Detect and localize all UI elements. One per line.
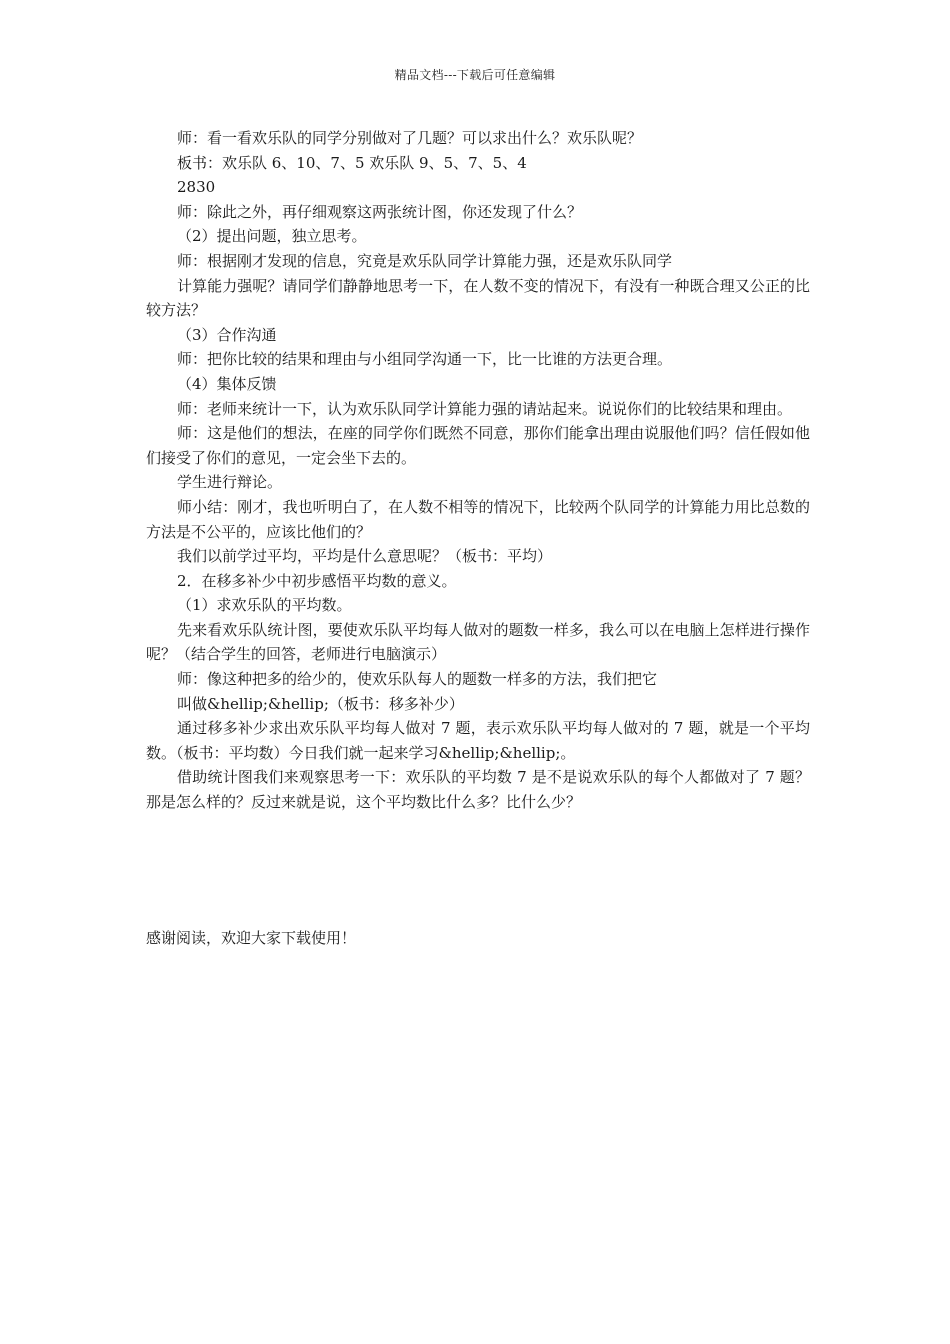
paragraph: 我们以前学过平均，平均是什么意思呢？（板书：平均） (177, 547, 553, 566)
paragraph: （2）提出问题，独立思考。 (177, 227, 367, 246)
paragraph: 师小结：刚才，我也听明白了，在人数不相等的情况下，比较两个队同学的计算能力用比总数的方法是不公平的，应该比他们的？ (146, 497, 810, 541)
paragraph: 师：这是他们的想法，在座的同学你们既然不同意，那你们能拿出理由说服他们吗？信任假如他们接受了你们的意见，一定会坐下去的。 (146, 424, 810, 467)
paragraph: 计算能力强呢？请同学们静静地思考一下，在人数不变的情况下，有没有一种既合理又公正的比较方法？ (146, 276, 810, 320)
paragraph: 师：除此之外，再仔细观察这两张统计图，你还发现了什么？ (177, 202, 583, 221)
paragraph: 师：像这种把多的给少的，使欢乐队每人的题数一样多的方法，我们把它 (177, 670, 658, 689)
paragraph: 师：根据刚才发现的信息，究竟是欢乐队同学计算能力强，还是欢乐队同学 (177, 251, 673, 270)
paragraph: 通过移多补少求出欢乐队平均每人做对 7 题，表示欢乐队平均每人做对的 7 题，就是一个平均数。（板书：平均数）今日我们就一起来学习&hellip;&hellip;。 (146, 719, 810, 762)
paragraph: （3）合作沟通 (177, 325, 277, 344)
paragraph: 板书：欢乐队 6、10、7、5 欢乐队 9、5、7、5、4 (177, 153, 527, 172)
paragraph: 叫做&hellip;&hellip;（板书：移多补少） (177, 694, 464, 713)
paragraph: 借助统计图我们来观察思考一下：欢乐队的平均数 7 是不是说欢乐队的每个人都做对了 7 题？那是怎么样的？反过来就是说，这个平均数比什么多？比什么少？ (146, 768, 810, 812)
paragraph: 学生进行辩论。 (177, 473, 283, 492)
paragraph: 2．在移多补少中初步感悟平均数的意义。 (177, 571, 457, 590)
paragraph: 师：看一看欢乐队的同学分别做对了几题？可以求出什么？欢乐队呢？ (177, 129, 643, 147)
paragraph: 先来看欢乐队统计图，要使欢乐队平均每人做对的题数一样多，我么可以在电脑上怎样进行操作呢？（结合学生的回答，老师进行电脑演示） (146, 620, 810, 664)
document-body (146, 126, 810, 815)
paragraph: （1）求欢乐队的平均数。 (177, 596, 352, 615)
paragraph: 2830 (177, 178, 216, 197)
paragraph: 师：把你比较的结果和理由与小组同学沟通一下，比一比谁的方法更合理。 (177, 350, 673, 369)
page-header: 精品文档---下载后可任意编辑 (394, 68, 556, 82)
paragraph: 师：老师来统计一下，认为欢乐队同学计算能力强的请站起来。说说你们的比较结果和理由。 (177, 399, 793, 418)
paragraph: （4）集体反馈 (177, 374, 277, 393)
page-footer: 感谢阅读，欢迎大家下载使用！ (146, 929, 357, 947)
